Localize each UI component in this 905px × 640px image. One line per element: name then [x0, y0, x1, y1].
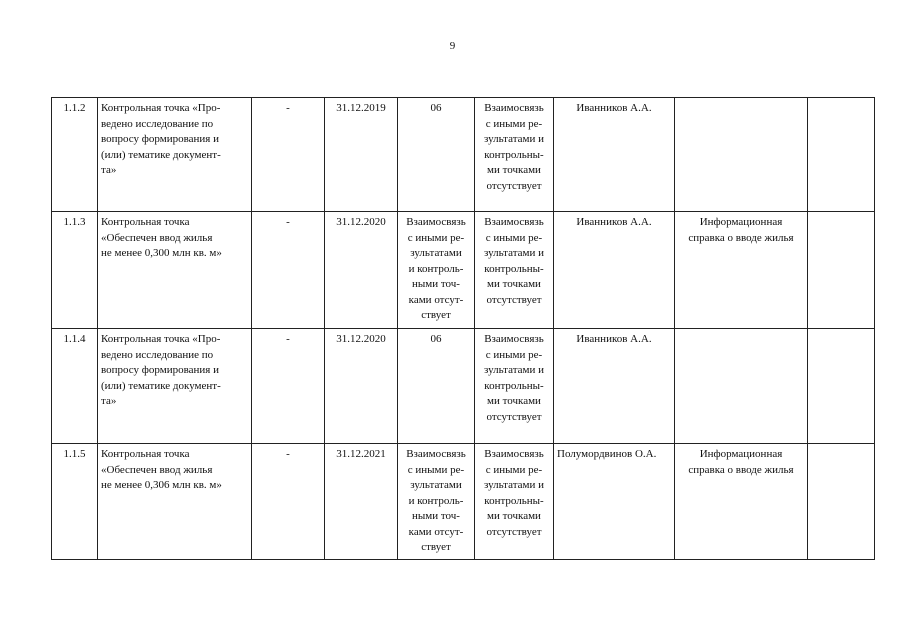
- end-date-cell: 31.12.2020: [325, 329, 398, 444]
- table-row: [52, 212, 875, 329]
- table-row: [52, 444, 875, 560]
- control-point-name-cell: Контрольная точка «Обеспечен ввод жилья не менее 0,306 млн кв. м»: [98, 444, 252, 560]
- relation-cell: Взаимосвязь с иными ре- зультатами и контрольны- ми точками отсутствует: [475, 329, 554, 444]
- document-cell: Информационная справка о вводе жилья: [675, 444, 808, 560]
- responsible-cell: Иванников А.А.: [554, 329, 675, 444]
- extra-cell: [808, 444, 875, 560]
- relation-cell: Взаимосвязь с иными ре- зультатами и контрольны- ми точками отсутствует: [475, 444, 554, 560]
- control-point-name-cell: Контрольная точка «Про- ведено исследование по вопросу формирования и (или) тематике документ- та»: [98, 329, 252, 444]
- control-points-table: [51, 97, 875, 560]
- row-number-cell: 1.1.5: [52, 444, 98, 560]
- start-date-cell: -: [252, 444, 325, 560]
- control-point-name-cell: Контрольная точка «Обеспечен ввод жилья не менее 0,300 млн кв. м»: [98, 212, 252, 329]
- extra-cell: [808, 212, 875, 329]
- row-number-cell: 1.1.3: [52, 212, 98, 329]
- start-date-cell: -: [252, 212, 325, 329]
- end-date-cell: 31.12.2020: [325, 212, 398, 329]
- type-cell: Взаимосвязь с иными ре- зультатами и контроль- ными точ- ками отсут- ствует: [398, 212, 475, 329]
- relation-cell: Взаимосвязь с иными ре- зультатами и контрольны- ми точками отсутствует: [475, 98, 554, 212]
- relation-cell: Взаимосвязь с иными ре- зультатами и контрольны- ми точками отсутствует: [475, 212, 554, 329]
- type-cell: 06: [398, 329, 475, 444]
- control-point-name-cell: Контрольная точка «Про- ведено исследование по вопросу формирования и (или) тематике документ- та»: [98, 98, 252, 212]
- type-cell: Взаимосвязь с иными ре- зультатами и контроль- ными точ- ками отсут- ствует: [398, 444, 475, 560]
- document-cell: [675, 329, 808, 444]
- document-cell: [675, 98, 808, 212]
- table-row: [52, 329, 875, 444]
- page-number: 9: [449, 40, 456, 52]
- type-cell: 06: [398, 98, 475, 212]
- end-date-cell: 31.12.2019: [325, 98, 398, 212]
- table-row: [52, 98, 875, 212]
- document-cell: Информационная справка о вводе жилья: [675, 212, 808, 329]
- extra-cell: [808, 98, 875, 212]
- responsible-cell: Полумордвинов О.А.: [554, 444, 675, 560]
- start-date-cell: -: [252, 98, 325, 212]
- end-date-cell: 31.12.2021: [325, 444, 398, 560]
- extra-cell: [808, 329, 875, 444]
- responsible-cell: Иванников А.А.: [554, 212, 675, 329]
- row-number-cell: 1.1.2: [52, 98, 98, 212]
- responsible-cell: Иванников А.А.: [554, 98, 675, 212]
- start-date-cell: -: [252, 329, 325, 444]
- row-number-cell: 1.1.4: [52, 329, 98, 444]
